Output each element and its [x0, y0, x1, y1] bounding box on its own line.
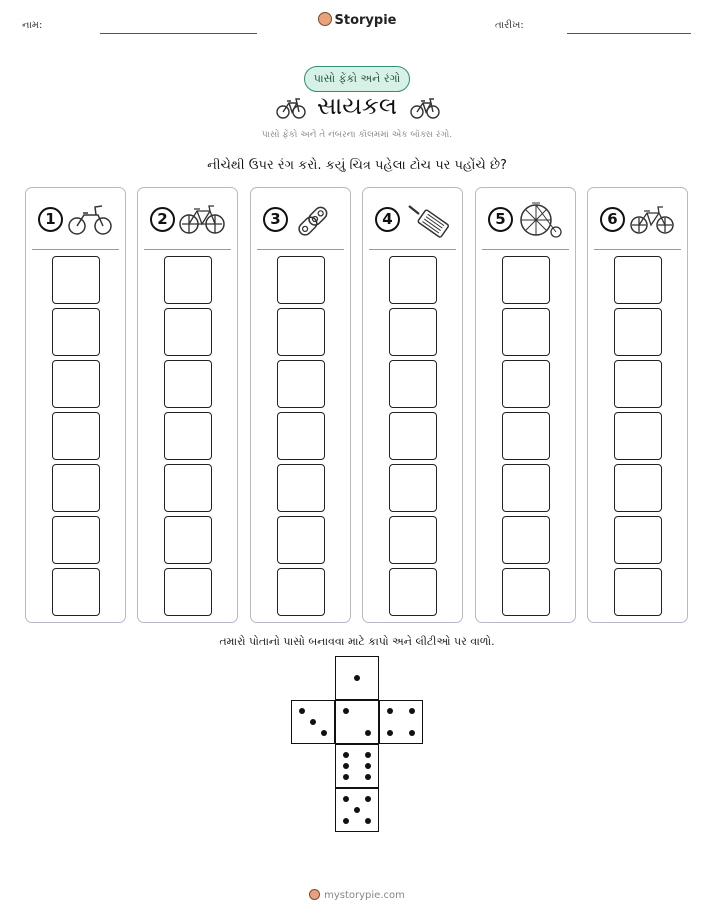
- name-label: નામ:: [22, 20, 43, 31]
- color-box[interactable]: [502, 256, 550, 304]
- dice-pip: [354, 807, 360, 813]
- date-label: તારીખ:: [495, 20, 524, 31]
- color-box[interactable]: [164, 464, 212, 512]
- color-box[interactable]: [277, 360, 325, 408]
- balance-bike-icon: [66, 198, 114, 240]
- title-row: [0, 92, 714, 126]
- date-line[interactable]: [567, 33, 691, 34]
- dice-pip: [343, 708, 349, 714]
- subtitle: પાસો ફેંકો અને તે નંબરના કૉલમમાં એક બૉક્સ રંગો.: [261, 130, 453, 140]
- color-box[interactable]: [277, 256, 325, 304]
- dice-pip: [365, 752, 371, 758]
- bike-chain-icon: [291, 198, 339, 240]
- column-divider: [144, 249, 231, 250]
- color-box[interactable]: [502, 568, 550, 616]
- dice-pip: [310, 719, 316, 725]
- color-box[interactable]: [52, 256, 100, 304]
- dice-pip: [365, 774, 371, 780]
- dice-pip: [343, 752, 349, 758]
- color-box[interactable]: [164, 256, 212, 304]
- storypie-logo-icon: [318, 12, 332, 26]
- storypie-logo-icon: [309, 889, 320, 900]
- color-box[interactable]: [614, 256, 662, 304]
- name-line[interactable]: [100, 33, 257, 34]
- color-box[interactable]: [52, 568, 100, 616]
- column-number: 1: [38, 207, 63, 232]
- column-3: [250, 187, 351, 623]
- dice-pip: [409, 730, 415, 736]
- dice-pip: [343, 796, 349, 802]
- color-box[interactable]: [502, 464, 550, 512]
- dice-face-5: [335, 788, 379, 832]
- column-number: 2: [150, 207, 175, 232]
- color-box[interactable]: [52, 360, 100, 408]
- color-box[interactable]: [389, 360, 437, 408]
- color-box[interactable]: [502, 516, 550, 564]
- dice-pip: [343, 774, 349, 780]
- dice-pip: [299, 708, 305, 714]
- column-number: 4: [375, 207, 400, 232]
- color-box[interactable]: [389, 568, 437, 616]
- footer-url[interactable]: mystorypie.com: [324, 890, 405, 901]
- brand-logo: [0, 12, 714, 28]
- color-box[interactable]: [277, 412, 325, 460]
- dice-face-4: [379, 700, 423, 744]
- dice-pip: [409, 708, 415, 714]
- dice-pip: [387, 708, 393, 714]
- color-box[interactable]: [277, 568, 325, 616]
- color-box[interactable]: [164, 568, 212, 616]
- color-box[interactable]: [389, 464, 437, 512]
- color-box[interactable]: [52, 412, 100, 460]
- column-4: [362, 187, 463, 623]
- color-box[interactable]: [614, 412, 662, 460]
- color-box[interactable]: [389, 256, 437, 304]
- color-box[interactable]: [164, 308, 212, 356]
- column-divider: [594, 249, 681, 250]
- dice-pip: [343, 818, 349, 824]
- column-number: 6: [600, 207, 625, 232]
- column-2: [137, 187, 238, 623]
- brand-name: Storypie: [334, 13, 397, 28]
- dice-pip: [365, 796, 371, 802]
- footer: [0, 889, 714, 901]
- column-divider: [482, 249, 569, 250]
- column-divider: [32, 249, 119, 250]
- color-box[interactable]: [52, 308, 100, 356]
- color-box[interactable]: [164, 360, 212, 408]
- dice-pip: [365, 818, 371, 824]
- color-box[interactable]: [164, 516, 212, 564]
- dice-face-3: [291, 700, 335, 744]
- color-box[interactable]: [52, 516, 100, 564]
- bicycle-icon: [178, 198, 226, 240]
- column-number: 5: [488, 207, 513, 232]
- color-box[interactable]: [277, 516, 325, 564]
- dice-face-6: [335, 744, 379, 788]
- activity-badge: પાસો ફેંકો અને રંગો: [304, 66, 410, 92]
- dice-pip: [387, 730, 393, 736]
- pedal-icon: [403, 198, 451, 240]
- color-box[interactable]: [614, 308, 662, 356]
- color-box[interactable]: [614, 464, 662, 512]
- color-box[interactable]: [502, 412, 550, 460]
- kids-bike-icon: [628, 198, 676, 240]
- dice-pip: [343, 763, 349, 769]
- color-box[interactable]: [277, 464, 325, 512]
- color-box[interactable]: [502, 308, 550, 356]
- question: નીચેથી ઉપર રંગ કરો. કયું ચિત્ર પહેલા ટોચ પર પહોંચે છે?: [207, 158, 507, 173]
- dice-pip: [365, 763, 371, 769]
- cut-fold-instruction: તમારો પોતાનો પાસો બનાવવા માટે કાપો અને લીટીઓ પર વાળો.: [219, 635, 495, 648]
- dice-pip: [321, 730, 327, 736]
- color-box[interactable]: [389, 516, 437, 564]
- color-box[interactable]: [614, 516, 662, 564]
- column-divider: [369, 249, 456, 250]
- penny-farthing-icon: [516, 198, 564, 240]
- column-number: 3: [263, 207, 288, 232]
- color-box[interactable]: [389, 308, 437, 356]
- color-box[interactable]: [164, 412, 212, 460]
- color-box[interactable]: [277, 308, 325, 356]
- color-box[interactable]: [52, 464, 100, 512]
- color-box[interactable]: [502, 360, 550, 408]
- color-box[interactable]: [614, 568, 662, 616]
- dice-pip: [365, 730, 371, 736]
- color-box[interactable]: [389, 412, 437, 460]
- column-divider: [257, 249, 344, 250]
- dice-face-2: [335, 700, 379, 744]
- dice-pip: [354, 675, 360, 681]
- column-6: [587, 187, 688, 623]
- bicycle-icon: [410, 96, 440, 120]
- column-5: [475, 187, 576, 623]
- page-title: સાયકલ: [316, 92, 398, 120]
- column-1: [25, 187, 126, 623]
- color-box[interactable]: [614, 360, 662, 408]
- dice-face-1: [335, 656, 379, 700]
